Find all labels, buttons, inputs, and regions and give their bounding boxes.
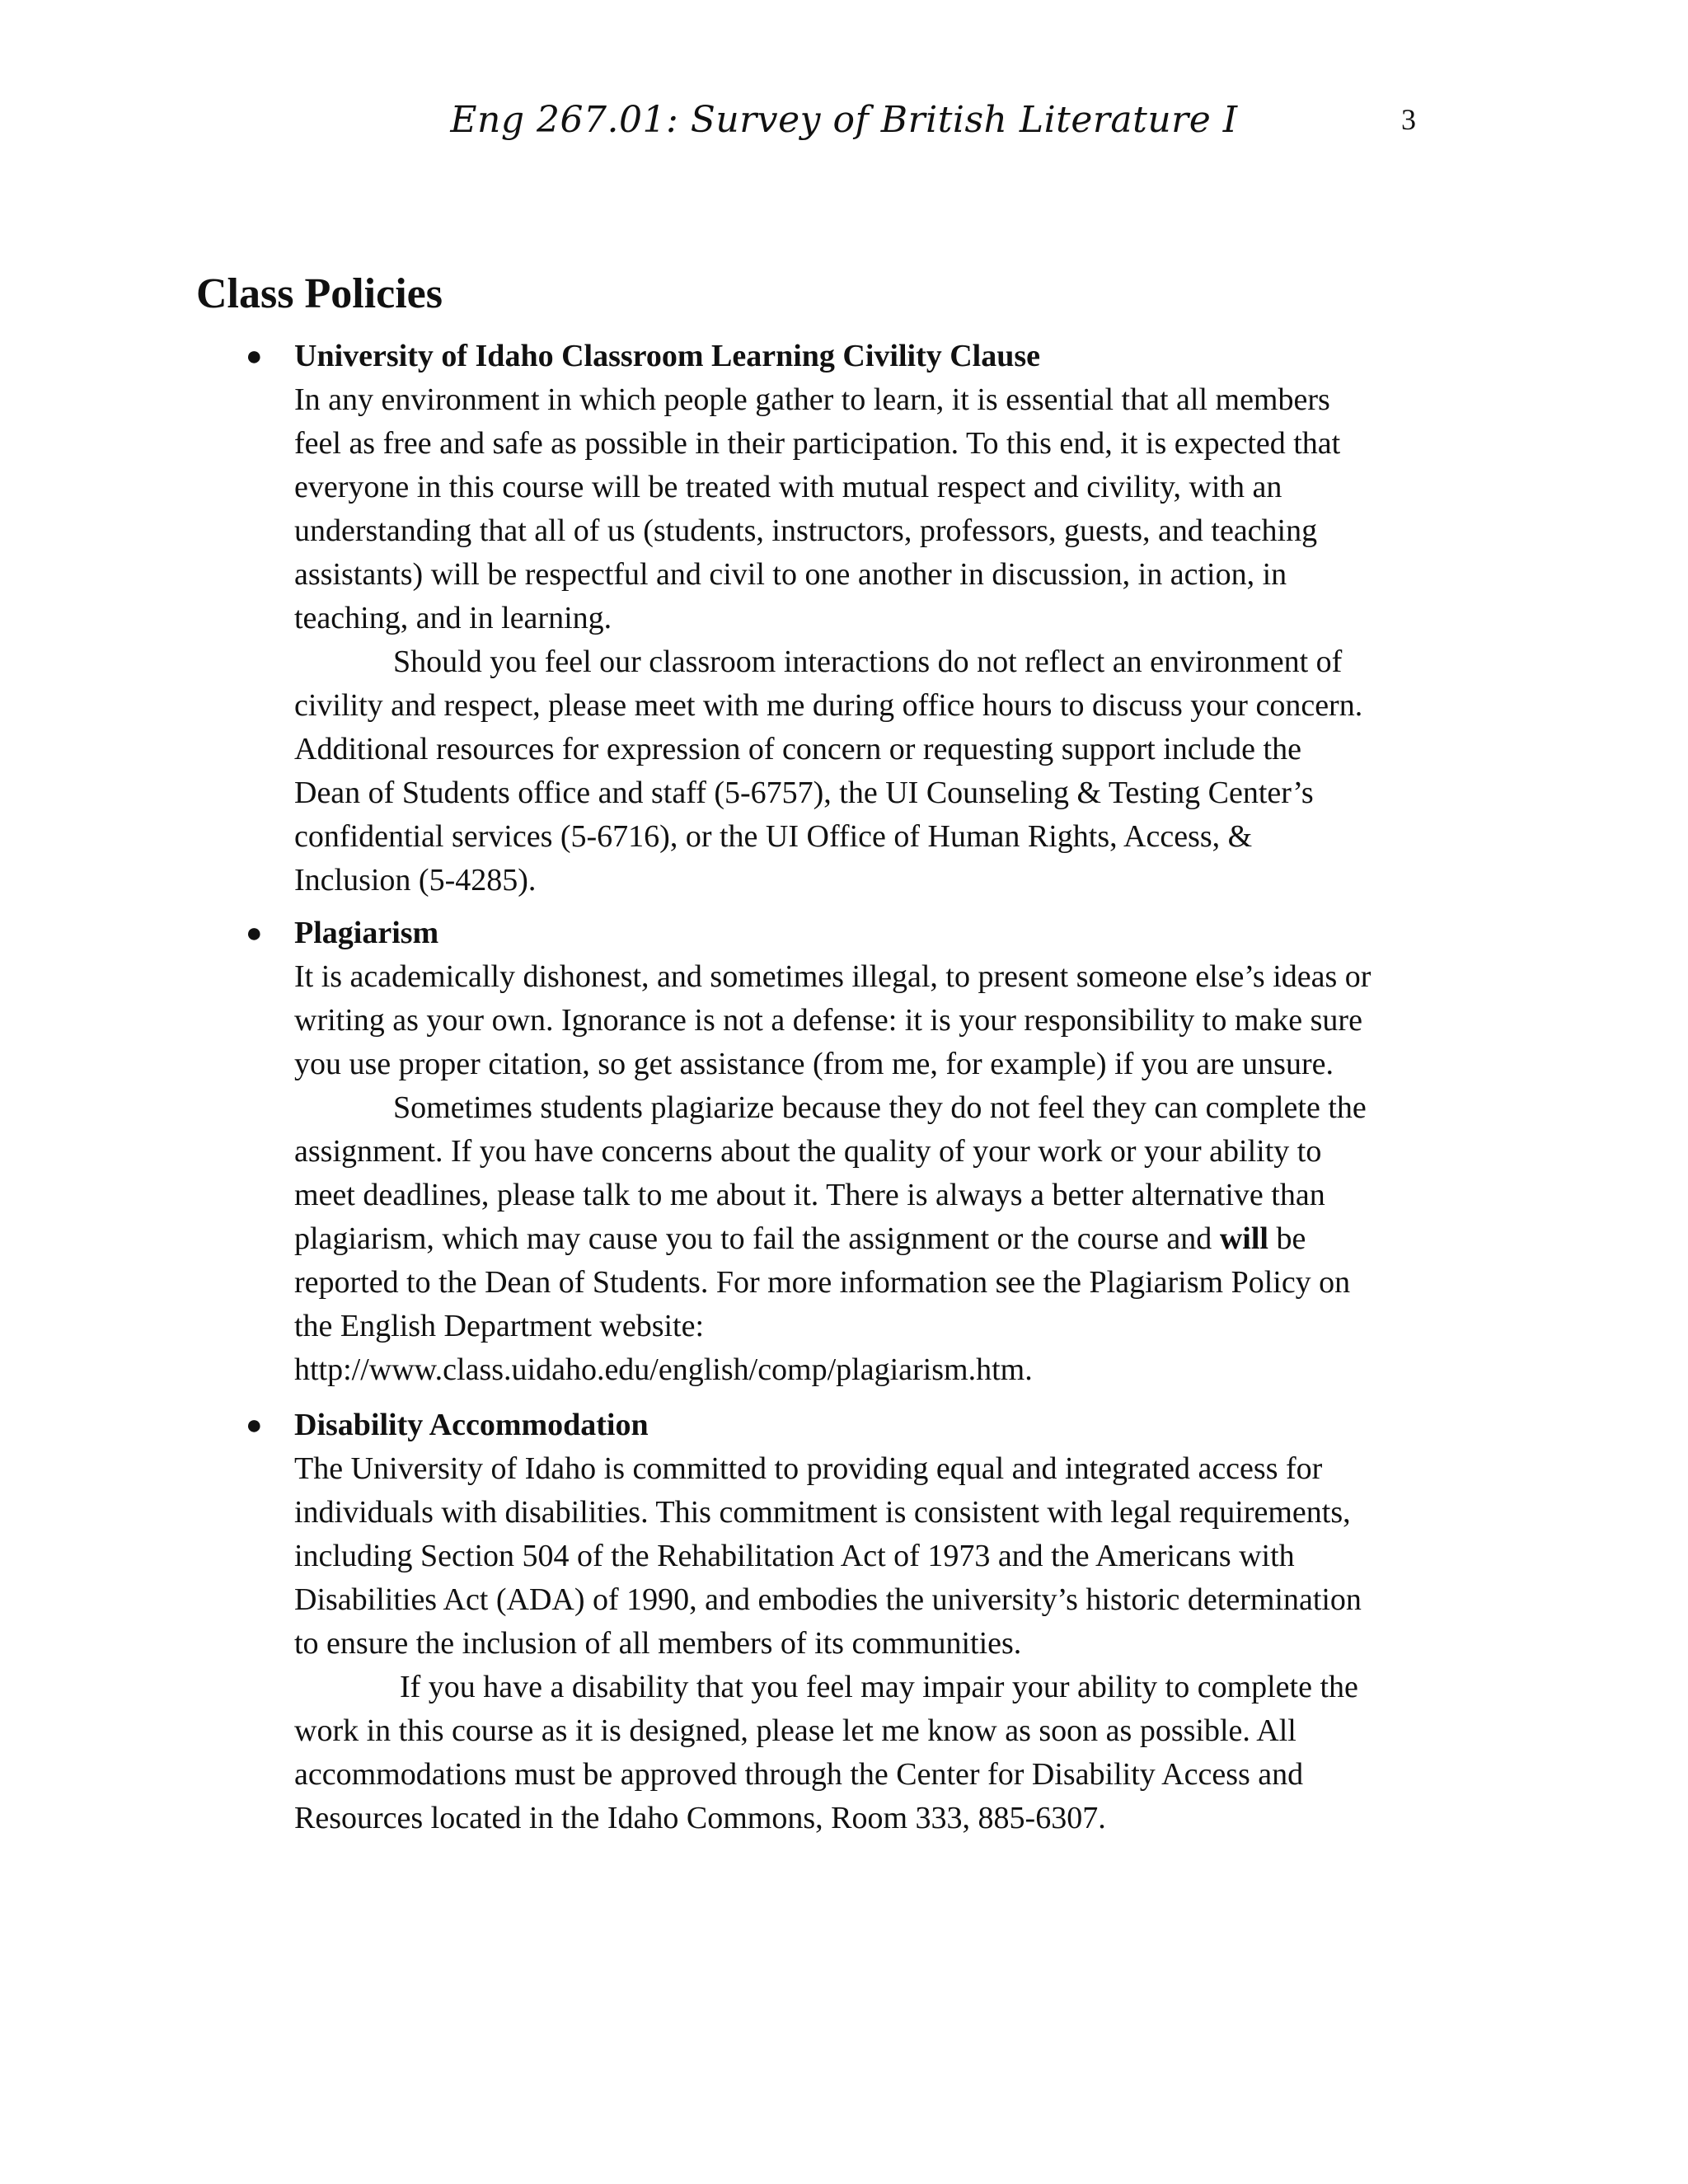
policy-heading xyxy=(246,912,1481,955)
policy-line-text: plagiarism, which may cause you to fail the assignment or the course and xyxy=(294,1221,1220,1256)
policy-line: If you have a disability that you feel may impair your ability to complete the xyxy=(400,1670,1358,1704)
policy-line: assignment. If you have concerns about the quality of your work or your ability to xyxy=(294,1134,1322,1169)
policy-plagiarism xyxy=(246,912,1481,1392)
policy-line: In any environment in which people gather to learn, it is essential that all members xyxy=(294,382,1330,417)
policy-line: Sometimes students plagiarize because they do not feel they can complete the xyxy=(393,1090,1367,1125)
policy-heading-text: University of Idaho Classroom Learning Civility Clause xyxy=(294,339,1041,373)
policy-line: confidential services (5-6716), or the UI Office of Human Rights, Access, & xyxy=(294,819,1253,854)
policy-line: The University of Idaho is committed to providing equal and integrated access for xyxy=(294,1451,1323,1486)
policy-line: understanding that all of us (students, instructors, professors, guests, and teaching xyxy=(294,513,1318,548)
policy-heading xyxy=(246,1404,1481,1447)
policy-line: assistants) will be respectful and civil to one another in discussion, in action, in xyxy=(294,557,1287,592)
policy-line: including Section 504 of the Rehabilitation Act of 1973 and the Americans with xyxy=(294,1539,1295,1573)
policy-line: you use proper citation, so get assistance (from me, for example) if you are unsure. xyxy=(294,1047,1334,1081)
policy-line: teaching, and in learning. xyxy=(294,601,612,635)
policy-line: Dean of Students office and staff (5-6757), the UI Counseling & Testing Center’s xyxy=(294,776,1314,810)
policy-line xyxy=(294,1217,1481,1261)
policy-line: work in this course as it is designed, please let me know as soon as possible. All xyxy=(294,1713,1296,1748)
bullet-icon: ● xyxy=(246,1410,263,1441)
policy-line: Additional resources for expression of concern or requesting support include the xyxy=(294,732,1301,766)
section-title: Class Policies xyxy=(196,270,443,317)
policy-line: writing as your own. Ignorance is not a defense: it is your responsibility to make sure xyxy=(294,1003,1362,1038)
policy-disability-accommodation xyxy=(246,1404,1481,1840)
policy-line: Resources located in the Idaho Commons, Room 333, 885-6307. xyxy=(294,1801,1106,1835)
policy-civility-clause xyxy=(246,335,1481,902)
bullet-icon: ● xyxy=(246,918,263,949)
page-number: 3 xyxy=(1401,103,1416,136)
policy-line: individuals with disabilities. This commitment is consistent with legal requirements, xyxy=(294,1495,1351,1530)
policy-heading-text: Disability Accommodation xyxy=(294,1408,649,1442)
policy-line: the English Department website: xyxy=(294,1309,705,1343)
policy-line: meet deadlines, please talk to me about it. There is always a better alternative than xyxy=(294,1178,1325,1212)
policy-heading xyxy=(246,335,1481,378)
policy-line-text: be xyxy=(1268,1221,1306,1256)
policy-line: reported to the Dean of Students. For more information see the Plagiarism Policy on xyxy=(294,1265,1351,1300)
policy-heading-text: Plagiarism xyxy=(294,916,439,950)
policy-line: It is academically dishonest, and sometimes illegal, to present someone else’s ideas or xyxy=(294,959,1372,994)
policy-line: civility and respect, please meet with me during office hours to discuss your concern. xyxy=(294,688,1363,723)
policy-line: to ensure the inclusion of all members of its communities. xyxy=(294,1626,1022,1661)
running-header: Eng 267.01: Survey of British Literature I xyxy=(450,99,1238,141)
policy-line: Disabilities Act (ADA) of 1990, and embodies the university’s historic determination xyxy=(294,1582,1362,1617)
emphasis-text: will xyxy=(1219,1221,1268,1256)
policy-line: Inclusion (5-4285). xyxy=(294,863,537,898)
policy-line: feel as free and safe as possible in their participation. To this end, it is expected that xyxy=(294,426,1341,461)
policy-line: everyone in this course will be treated with mutual respect and civility, with an xyxy=(294,470,1282,504)
policy-line: accommodations must be approved through the Center for Disability Access and xyxy=(294,1757,1304,1792)
policy-line: Should you feel our classroom interactions do not reflect an environment of xyxy=(393,644,1343,679)
policy-link[interactable]: http://www.class.uidaho.edu/english/comp/plagiarism.htm. xyxy=(294,1352,1033,1387)
bullet-icon: ● xyxy=(246,341,263,372)
